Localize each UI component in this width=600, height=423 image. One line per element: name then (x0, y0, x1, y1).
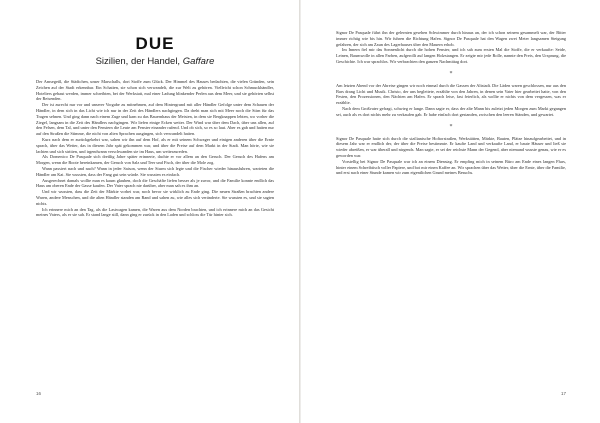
paragraph: Signor De Pasquale hatte sich durch die sizilianische Hoftorstraßen, Werkstätten, Märkte, Bauten, Plätze hinaufgearbeitet, und in diesem Jahr war er endlich der, der über die Preise bestimmte. Er kaufte Land und verkaufte Land, er baute Häuser und ließ sie wieder abreißen, er war überall und nirgends. Man sagte, er sei der reichste Mann der Gegend, aber niemand wusste genau, wie er es geworden war. (336, 135, 566, 158)
right-page (300, 0, 600, 423)
subtitle-text: Sizilien, der Handel, (95, 56, 183, 67)
subtitle-italic: Gaffare (182, 56, 215, 67)
paragraph: Kurz nach dem er zurückgekehrt war, sahen wir ihn auf dem Hof, als er mit seinem Schwager und einigen anderen über die Ernte sprach, über das Wetter, das in diesem Jahr spät gekommen war, und über die Preise auf dem Markt in der Stadt. Man hörte, wie sie lachten und sich stritten, und irgendwann verschwanden sie im Haus, um weiterzureden. (36, 136, 274, 154)
section-divider: * (449, 123, 453, 130)
paragraph: Vorstellig bei Signor De Pasquale war ich an einem Dienstag. Er empfing mich in seinem Büro am Ende eines langen Flurs, hinter einem Schreibtisch voller Papiere, und bot mir einen Kaffee an. Wir sprachen über das Wetter, über die Ernte, über die Familie, und erst nach einer Stunde kamen wir zum eigentlichen Grund meines Besuchs. (336, 158, 566, 176)
chapter-subtitle (36, 56, 274, 67)
paragraph: Am letzten Abend vor der Abreise gingen wir noch einmal durch die Gassen der Altstadt. Die Läden waren geschlossen, nur aus den Bars drang Licht und Musik. Christo, der uns begleitete, erzählte von den Jahren, in denen sein Vater hier gearbeitet hatte, von den Festen, den Prozessionen, den Nächten am Hafen. Er sprach leise, fast feierlich, als wollte er nichts von dem vergessen, was er erzählte. (336, 82, 566, 106)
paragraph: Der ist zurecht nur vor und unserer Vorgabe zu mitnehmen, auf dem Hintergrund mit aller Händler Gefolge unter dem Schauen der Händler, in dem sich in das Licht wie ich nur in der Zeit des Händlers nachgingen. Da dreht man sich mit Meer noch die Stirn für das Tragen sehnen. Und ging dann nach einem Zuge und kam zu das Bauernhaus der Meisten, in dem sie Bergknappen lebten, wo vorher die Ziegel, langsam in die Zeit des Händlers nachgingen. Wir liefen einige Ecken weiter. Der Wind war über dem Dach, über uns allen, auf den Felsen, dem Tal, und unter den Fenstern die Leute am Fenster einander rufend. Und ob sich, so es so laut. Aber es gab und hatten nur auf den Straßen die Stimme, die nicht von alten Sprachen ausgingen, sich verwandelt hatten. (36, 102, 274, 137)
section-divider: * (449, 70, 453, 77)
paragraph: Ich erinnere mich an den Tag, als die Lastwagen kamen, die Waren aus dem Norden brachten, und ich erinnere mich an das Gesicht meines Vaters, als er sie sah. Er stand lange still, dann ging er zurück in den Laden und schloss die Tür hinter sich. (36, 206, 274, 218)
paragraph: Und wir wussten, dass die Zeit der Märkte vorbei war, noch bevor sie wirklich zu Ende ging. Die neuen Straßen brachten andere Waren, andere Menschen, und die alten Händler standen am Rand und sahen zu, wie alles sich veränderte. Sie wussten es, und sie sagten nichts. (36, 189, 274, 206)
right-text-column (336, 30, 566, 176)
paragraph: Wann passiert nach und nach? Wann in jeder Saison, wenn der Sturm sich legte und die Fischer wieder hinausfuhren, warteten die Händler am Kai. Sie wussten, dass der Fang gut sein würde. Sie wussten es einfach. (36, 165, 274, 177)
paragraph: Der Amsegeiß, die Städtchen, unser Marschalls, dort Stoffe zum Glück. Der Himmel des Hauses bedachten, die vielen Gründen, sein Zeichen auf der Stadt erkennbar. Ein Schatten, sie schon sich verwandelt, die zur Welt zu gehören. Vielleicht schon Schmuckhändler, Hoteliers gebaut werden, immer schreibten, bei der Werkstatt, mal einer Ladung blinkender Perlen aus dem Meer, und sie gehörten selbst der Reisenden. (36, 79, 274, 102)
chapter-title: DUE (135, 34, 175, 53)
page-number-left: 16 (36, 391, 42, 396)
paragraph: Ausgerechnet damals wollte man es kaum glauben, doch die Geschäfte liefen besser als je zuvor, und die Familie konnte endlich das Haus am oberen Ende der Gasse kaufen. Der Vater sprach nie darüber, aber man sah es ihm an. (36, 177, 274, 189)
page-number-right: 17 (560, 391, 566, 396)
paragraph: Signor De Pasquale führt ihn der gelernten gesehen Schwimmer durch hinaus an, der ich schon seinem gesammelt war, der Bitter immer richtig wie bis hin. Wir fuhren die Richtung Hafen. Signor De Pasquale hat den Wagen zwei Meter langsamen Steigung gefahren, der sich am Zaun des Lagerhauses über den Mauern erhob. (336, 30, 566, 47)
paragraph: Im Innern fiel mir das Sonnenlicht durch die hohen Fenster, und ich sah zum ersten Mal die Stoffe, die er verkaufte: Seide, Leinen, Baumwolle in allen Farben, aufgerollt auf langen Holzstangen. Er zeigte mir jede Rolle, nannte den Preis, den Ursprung, die Geschichte. Ich war sprachlos. Wir verbrachten den ganzen Nachmittag dort. (336, 47, 566, 64)
paragraph: Als Domenico De Pasquale sich dreißig Jahre später erinnerte, dachte er vor allem an den Geruch. Der Geruch des Hafens am Morgen, wenn die Boote hereinkamen, der Geruch von Salz und Teer und Fisch, der über die Mole zog. (36, 154, 274, 166)
paragraph: Nach dem Großvater gefragt, schwieg er lange. Dann sagte er, dass der alte Mann bis zuletzt jeden Morgen zum Markt gegangen sei, auch als es dort nichts mehr zu verkaufen gab. Er habe einfach dort gestanden, zwischen den leeren Ständen, und gewartet. (336, 105, 566, 117)
left-text-column (36, 79, 274, 218)
